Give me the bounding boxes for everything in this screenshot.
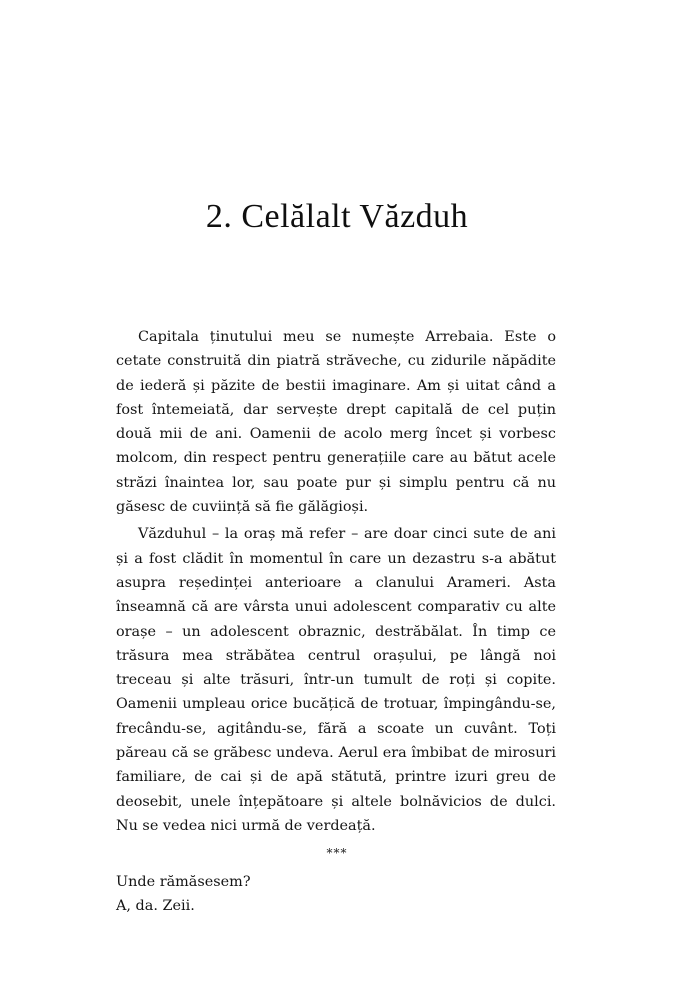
dialogue-block	[116, 870, 556, 919]
dialogue-line-2: A, da. Zeii.	[116, 898, 195, 915]
section-separator: ***	[326, 846, 348, 860]
chapter-title: 2. Celălalt Văzduh	[205, 198, 469, 235]
dialogue-line-1: Unde rămăsesem?	[116, 874, 251, 890]
chapter-body	[116, 325, 556, 838]
paragraph-2: Văzduhul – la oraș mă refer – are doar cinci sute de ani și a fost clădit în momentul în care un dezastru s-a abătut asupra reședinței anterioare a clanului Arameri. Asta înseamnă că are vârsta unui adolescent comparativ cu alte orașe – un adolescent obraznic, destrăbălat. În timp ce trăsura mea străbătea centrul orașului, pe lângă noi treceau și alte trăsuri, într-un tumult de roți și copite. Oamenii umpleau orice bucățică de trotuar, împingându-se, frecându-se, agitându-se, fără a scoate un cuvânt. Toți păreau că se grăbesc undeva. Aerul era îmbibat de mirosuri familiare, de cai și de apă stătută, printre izuri greu de deosebit, unele înțepătoare și altele bolnăvicios de dulci. Nu se vedea nici urmă de verdeață.	[116, 526, 556, 834]
paragraph-1: Capitala ținutului meu se numește Arrebaia. Este o cetate construită din piatră străveche, cu zidurile năpădite de iederă și păzite de bestii imaginare. Am și uitat când a fost întemeiată, dar servește drept capitală de cel puțin două mii de ani. Oamenii de acolo merg încet și vorbesc molcom, din respect pentru generațiile care au bătut acele străzi înaintea lor, sau poate pur și simplu pentru că nu găsesc de cuviință să fie gălăgioși.	[116, 329, 556, 516]
